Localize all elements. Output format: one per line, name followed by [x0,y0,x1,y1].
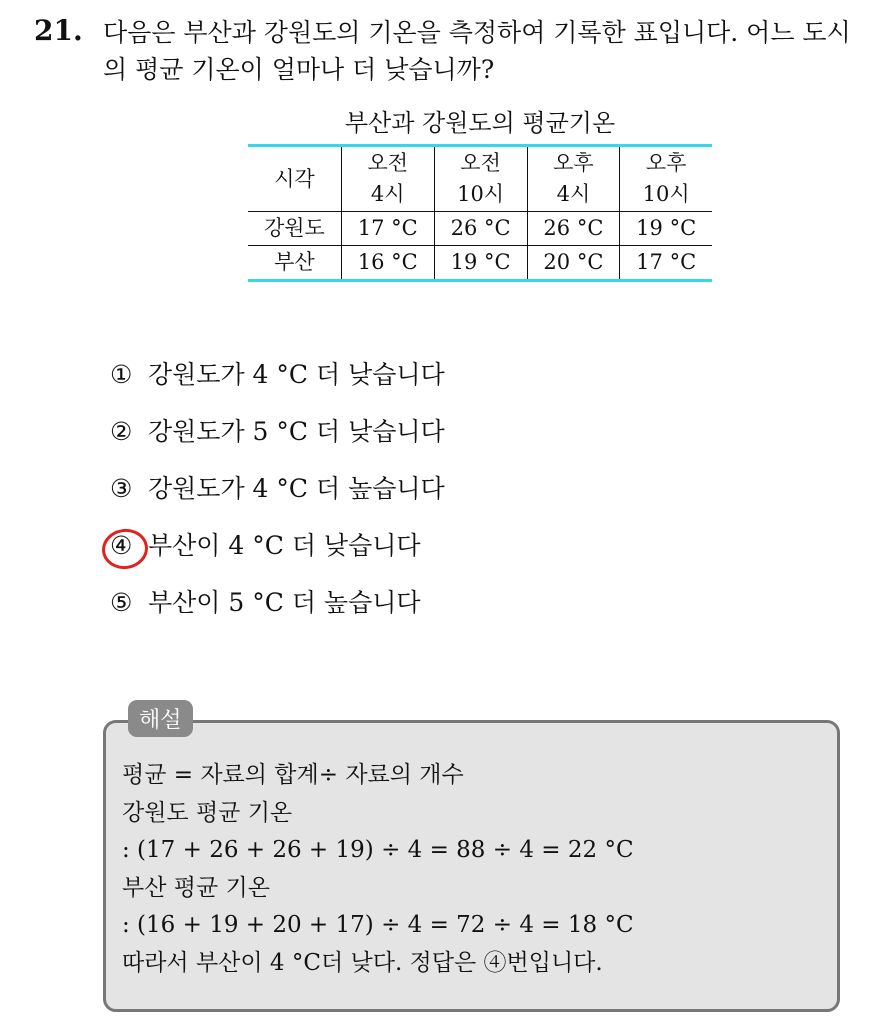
header-cell: 오전 4시 [341,146,434,212]
table-cell: 19 °C [620,212,712,246]
explanation-box [103,720,840,1012]
table-cell: 26 °C [434,212,527,246]
choice-3[interactable] [110,469,445,526]
explanation-line: : (16 + 19 + 20 + 17) ÷ 4 = 72 ÷ 4 = 18 °C [122,912,634,938]
explanation-tag: 해설 [128,700,193,737]
choice-number: ⑤ [110,588,133,617]
explanation-line: 부산 평균 기온 [122,874,270,901]
choice-text: 강원도가 5 °C 더 낮습니다 [148,417,445,446]
table-cell: 17 °C [620,246,712,281]
choice-1[interactable] [110,355,445,412]
table-cell: 강원도 [248,212,341,246]
table-cell: 20 °C [527,246,620,281]
table-cell: 부산 [248,246,341,281]
table-cell: 16 °C [341,246,434,281]
table-row [248,212,712,246]
choice-2[interactable] [110,412,445,469]
choice-number: ③ [110,474,133,503]
question-number: 21. [34,14,83,47]
header-cell: 오후 4시 [527,146,620,212]
table-cell: 19 °C [434,246,527,281]
choice-text: 강원도가 4 °C 더 낮습니다 [148,360,445,389]
table-cell: 26 °C [527,212,620,246]
choice-text: 강원도가 4 °C 더 높습니다 [148,474,445,503]
header-cell: 오전 10시 [434,146,527,212]
explanation-line: 강원도 평균 기온 [122,799,293,826]
explanation-line: 따라서 부산이 4 °C더 낮다. 정답은 ④번입니다. [122,949,603,976]
question-text: 다음은 부산과 강원도의 기온을 측정하여 기록한 표입니다. 어느 도시의 평균 기온이 얼마나 더 낮습니까? [103,18,851,84]
choice-number: ① [110,360,133,389]
choice-text: 부산이 4 °C 더 낮습니다 [148,531,421,560]
choice-5[interactable] [110,583,445,640]
answer-choices [110,355,445,640]
header-cell: 시각 [248,146,341,212]
table-cell: 17 °C [341,212,434,246]
temperature-table [248,144,712,282]
choice-4[interactable] [110,526,445,583]
explanation-line: 평균 = 자료의 합계÷ 자료의 개수 [122,762,464,788]
choice-number: ④ [110,531,133,560]
header-cell: 오후 10시 [620,146,712,212]
table-title: 부산과 강원도의 평균기온 [344,109,616,137]
table-row [248,246,712,281]
choice-text: 부산이 5 °C 더 높습니다 [148,588,421,617]
explanation-line: : (17 + 26 + 26 + 19) ÷ 4 = 88 ÷ 4 = 22 °C [122,837,634,863]
choice-number: ② [110,417,133,446]
table-header-row [248,146,712,212]
